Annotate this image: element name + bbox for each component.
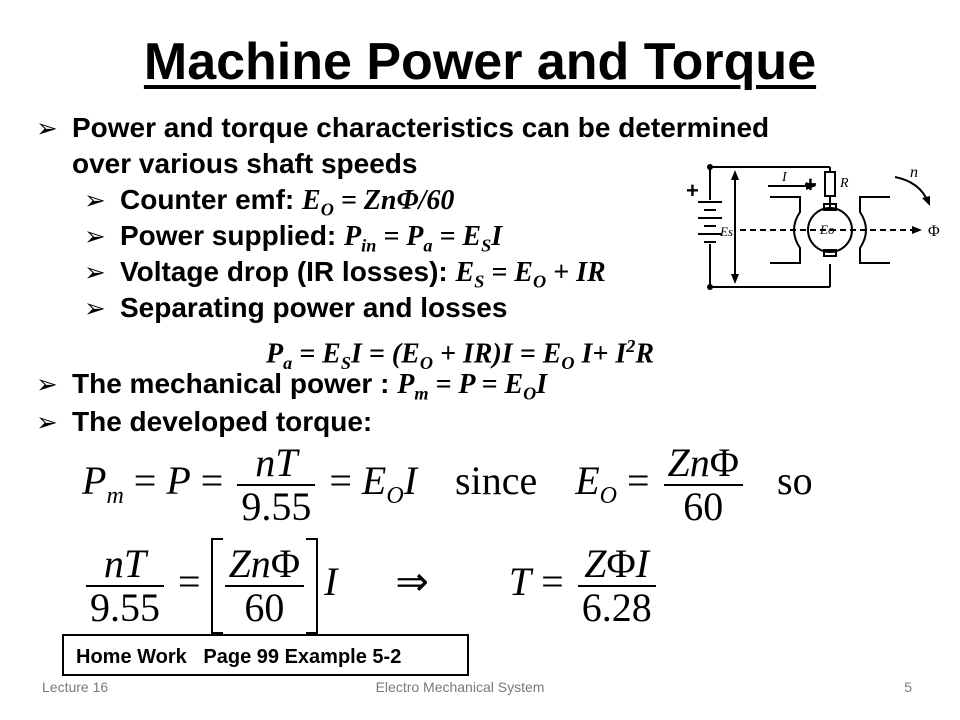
homework-box: Home Work Page 99 Example 5-2 — [62, 634, 469, 676]
bullet-arrow-icon: ➢ — [84, 257, 106, 287]
diagram-speed-label: n — [910, 164, 918, 181]
bullet-arrow-icon: ➢ — [36, 407, 58, 437]
mech-power-formula: $P_m = P = E_OI$ — [397, 369, 548, 404]
footer-page-number: 5 — [904, 679, 912, 695]
so-word: so — [777, 458, 813, 504]
counter-emf-formula: $E_O = Zn\Phi/60$ — [302, 185, 455, 220]
voltage-drop-formula: $E_S = E_O$ + IR — [455, 257, 606, 292]
bullet-arrow-icon: ➢ — [84, 185, 106, 215]
bullet-arrow-icon: ➢ — [84, 221, 106, 251]
dc-motor-circuit-diagram — [680, 152, 950, 302]
diagram-flux-label: Φ — [928, 223, 940, 240]
diagram-current-label: I — [782, 170, 787, 185]
power-supplied-formula: $P_{in} = P_a = E_SI$ — [344, 221, 503, 256]
since-word: since — [455, 458, 538, 504]
equation-torque: $\frac{nT}{9.55}$ = $\frac{\text{ZnΦ}}{60}$ I ⇒ T = $\frac{\text{ZΦI}}{6.28}$ — [82, 538, 660, 634]
diagram-es-label: Es — [720, 224, 733, 239]
bullet-arrow-icon: ➢ — [84, 293, 106, 323]
diagram-resistor-label: R — [840, 176, 849, 191]
bullet-arrow-icon: ➢ — [36, 369, 58, 399]
page-title: Machine Power and Torque — [143, 33, 817, 91]
equation-mechanical-power: $P_m = P$ = $\frac{nT}{9.55}$ = $E_OI$ since $E_O$ = $\frac{\text{ZnΦ}}{60}$ so — [82, 440, 813, 529]
bullet-arrow-icon: ➢ — [36, 113, 58, 143]
footer-lecture: Lecture 16 — [42, 679, 109, 695]
voltage-drop-label: Voltage drop (IR losses): — [120, 256, 456, 287]
diagram-plus-battery: + — [686, 178, 699, 203]
bullet-power-torque-line1: Power and torque characteristics can be determined — [72, 112, 770, 143]
implies-arrow-icon: ⇒ — [395, 559, 429, 605]
power-supplied-label: Power supplied: — [120, 220, 345, 251]
diagram-eo-label: Eo — [820, 222, 835, 237]
bullet-power-torque-line2: over various shaft speeds — [72, 148, 418, 179]
bullet-separating: Separating power and losses — [120, 292, 508, 323]
bullet-developed-torque: The developed torque: — [72, 406, 373, 437]
mech-power-label: The mechanical power : — [72, 368, 398, 399]
separating-formula: $P_a = E_SI = (E_O + IR)I = E_O$ $I+ I^2R$ — [265, 336, 655, 373]
counter-emf-label: Counter emf: — [120, 184, 302, 215]
diagram-plus-armature: + — [804, 172, 817, 197]
footer-course: Electro Mechanical System — [375, 679, 545, 695]
